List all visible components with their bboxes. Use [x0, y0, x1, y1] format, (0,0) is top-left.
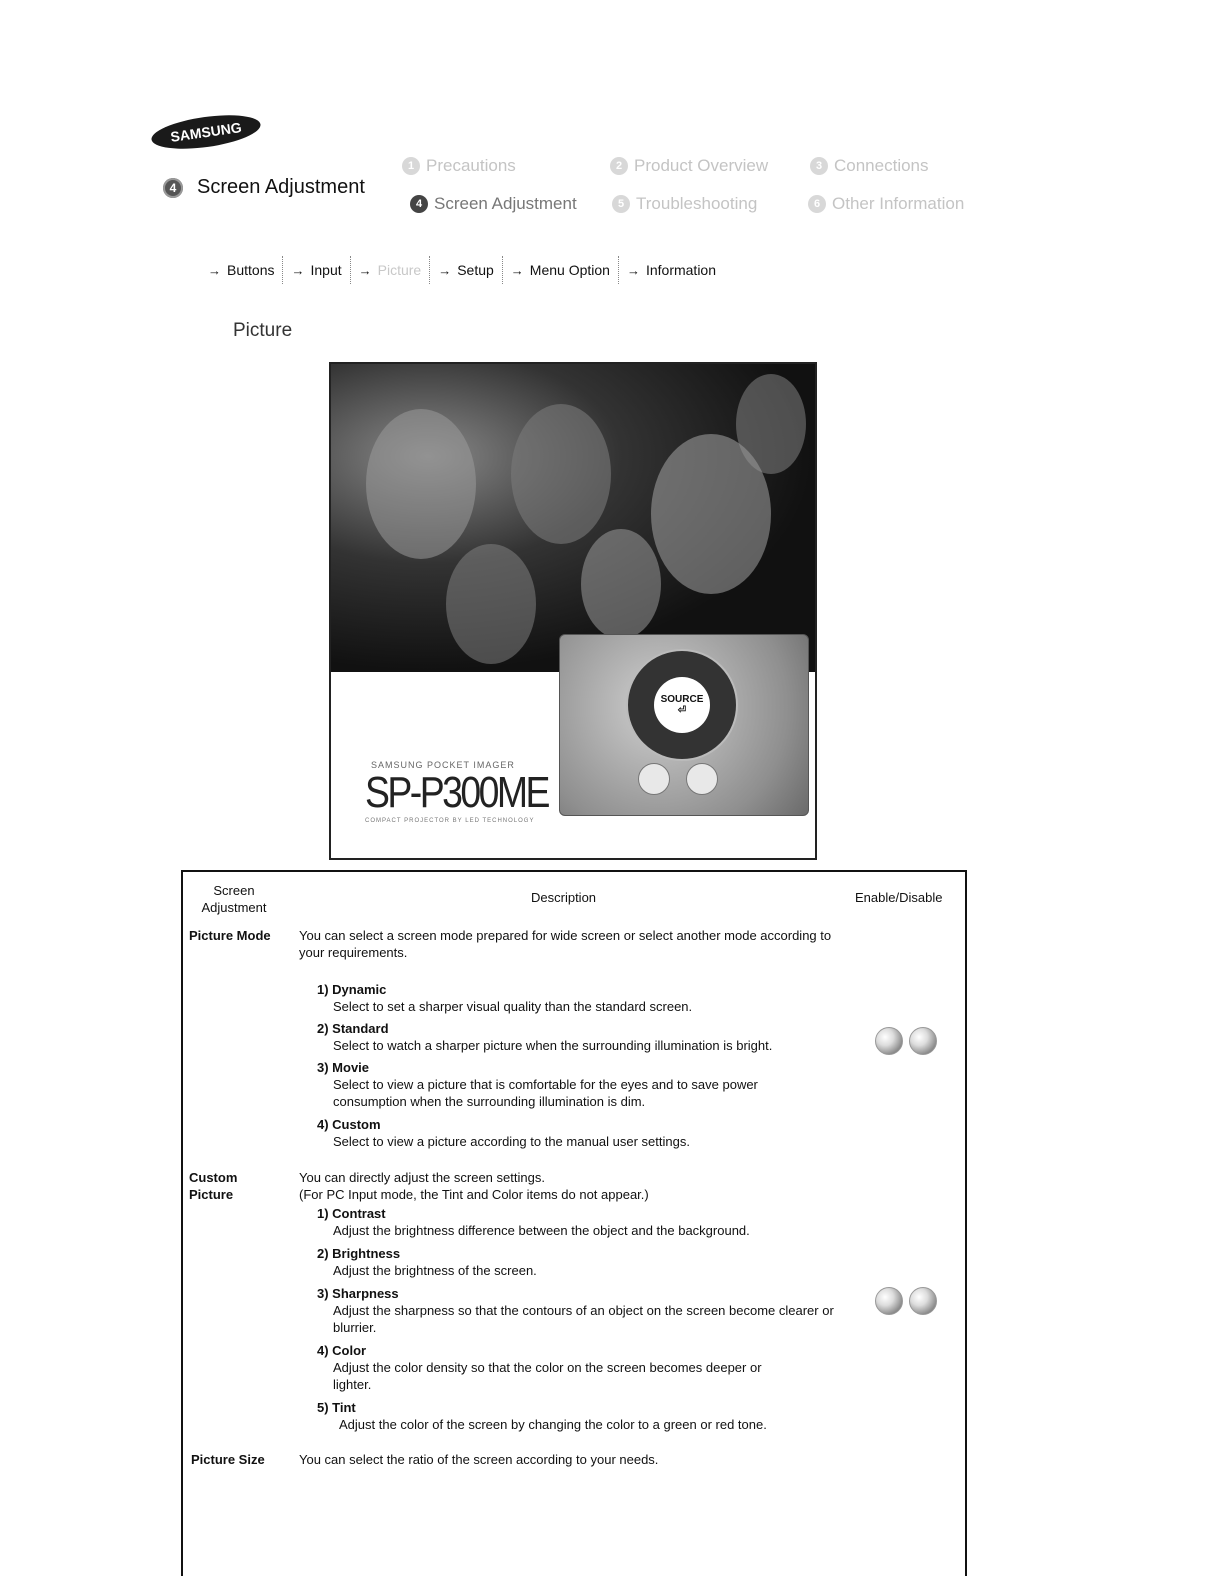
nav-screen-adjustment[interactable]: [410, 194, 577, 214]
option-desc: Adjust the color of the screen by changing the color to a green or red tone.: [339, 1417, 767, 1432]
row-label-picture-size: Picture Size: [191, 1452, 265, 1467]
picture-mode-intro: You can select a screen mode prepared for wide screen or select another mode according to your requirements.: [299, 928, 832, 960]
section-heading: [163, 176, 365, 199]
number-3-icon: 3: [810, 157, 828, 175]
subnav-setup[interactable]: [430, 256, 503, 284]
subnav-label: Setup: [457, 262, 494, 278]
remote-round-button: [638, 763, 670, 795]
remote-control: [559, 634, 809, 816]
tulips-illustration: [331, 364, 815, 672]
custom-picture-option: [317, 1342, 837, 1393]
nav-product-overview[interactable]: [610, 156, 768, 176]
svg-text:SAMSUNG: SAMSUNG: [169, 119, 243, 145]
option-desc: Select to watch a sharper picture when the surrounding illumination is bright.: [333, 1038, 773, 1053]
option-title: 1) Dynamic: [317, 982, 387, 997]
row-label-picture-mode: Picture Mode: [189, 928, 271, 943]
product-subtitle: SAMSUNG POCKET IMAGER: [371, 760, 515, 770]
nav-troubleshooting[interactable]: [612, 194, 757, 214]
subnav-label: Picture: [377, 262, 422, 278]
option-title: 2) Brightness: [317, 1246, 401, 1261]
number-4-icon: 4: [410, 195, 428, 213]
custom-picture-intro: [299, 1169, 839, 1203]
row-label-custom-picture: [189, 1169, 237, 1203]
picture-mode-option: [317, 1116, 837, 1150]
number-1-icon: 1: [402, 157, 420, 175]
option-title: 4) Color: [317, 1343, 367, 1358]
option-title: 5) Tint: [317, 1400, 356, 1415]
product-name: SP-P300ME: [365, 768, 548, 817]
picture-mode-option: [317, 1020, 837, 1054]
chapter-nav: [400, 150, 1000, 220]
picture-size-intro: You can select the ratio of the screen according to your needs.: [299, 1452, 659, 1467]
nav-label: Other Information: [832, 194, 965, 213]
source-button: [654, 677, 710, 733]
table-header: [183, 872, 965, 922]
intro-line: (For PC Input mode, the Tint and Color items do not appear.): [299, 1187, 649, 1202]
header-screen-adjustment: Screen Adjustment: [201, 883, 267, 915]
arrow-right-icon: →: [626, 262, 640, 278]
subnav-input[interactable]: [283, 256, 350, 284]
samsung-logo-shape: [150, 114, 262, 150]
custom-picture-toggles: [875, 1287, 937, 1315]
nav-precautions[interactable]: [402, 156, 516, 176]
product-tagline: COMPACT PROJECTOR BY LED TECHNOLOGY: [365, 818, 535, 824]
option-title: 2) Standard: [317, 1021, 389, 1036]
tulips-photo: [331, 364, 815, 672]
nav-other-information[interactable]: [808, 194, 964, 214]
intro-line: You can directly adjust the screen settings.: [299, 1170, 545, 1185]
custom-picture-option: [317, 1205, 837, 1239]
sub-nav: [200, 256, 724, 284]
product-image: [329, 362, 817, 860]
custom-picture-option: [317, 1399, 837, 1433]
nav-label: Connections: [834, 156, 929, 175]
subnav-buttons[interactable]: [200, 256, 283, 284]
subnav-label: Information: [645, 262, 717, 278]
nav-label: Product Overview: [634, 156, 769, 175]
option-desc: Select to view a picture according to the manual user settings.: [333, 1134, 690, 1149]
option-desc: Adjust the color density so that the color on the screen becomes deeper or lighter.: [333, 1360, 762, 1392]
header-enable-disable: Enable/Disable: [855, 890, 943, 905]
header-description: Description: [531, 890, 597, 905]
disable-icon[interactable]: [909, 1027, 937, 1055]
option-desc: Adjust the brightness difference between the object and the background.: [333, 1223, 750, 1238]
option-desc: Select to view a picture that is comfortable for the eyes and to save power consumption when the surrounding illumination is dim.: [333, 1077, 758, 1109]
subnav-picture[interactable]: [351, 256, 431, 284]
page-title: Picture: [233, 320, 293, 341]
arrow-right-icon: →: [438, 262, 452, 278]
custom-picture-option: [317, 1285, 837, 1336]
remote-round-button: [686, 763, 718, 795]
arrow-right-icon: →: [358, 262, 372, 278]
subnav-menu-option[interactable]: [503, 256, 619, 284]
number-5-icon: 5: [612, 195, 630, 213]
enable-icon[interactable]: [875, 1287, 903, 1315]
option-desc: Adjust the sharpness so that the contours of an object on the screen become clearer or blurrier.: [333, 1303, 834, 1335]
arrow-right-icon: →: [510, 262, 524, 278]
section-title: Screen Adjustment: [197, 176, 365, 198]
nav-label: Screen Adjustment: [434, 194, 577, 213]
custom-picture-option: [317, 1245, 837, 1279]
option-desc: Select to set a sharper visual quality than the standard screen.: [333, 999, 693, 1014]
enable-icon[interactable]: [875, 1027, 903, 1055]
disable-icon[interactable]: [909, 1287, 937, 1315]
option-title: 3) Movie: [317, 1060, 370, 1075]
samsung-logo: [150, 114, 262, 150]
number-2-icon: 2: [610, 157, 628, 175]
section-number-icon: 4: [163, 178, 183, 198]
subnav-label: Buttons: [227, 262, 275, 278]
picture-mode-option: [317, 981, 837, 1015]
arrow-right-icon: →: [291, 262, 305, 278]
subnav-label: Menu Option: [529, 262, 610, 278]
option-title: 1) Contrast: [317, 1206, 386, 1221]
option-title: 4) Custom: [317, 1117, 381, 1132]
picture-mode-toggles: [875, 1027, 937, 1055]
option-title: 3) Sharpness: [317, 1286, 399, 1301]
arrow-right-icon: →: [208, 262, 221, 278]
direction-pad: [626, 649, 738, 761]
subnav-information[interactable]: [619, 256, 724, 284]
input-icon: ⏎: [677, 705, 687, 716]
nav-connections[interactable]: [810, 156, 929, 176]
settings-table: [181, 870, 967, 1576]
nav-label: Troubleshooting: [636, 194, 758, 213]
source-label: SOURCE: [660, 694, 704, 705]
picture-mode-option: [317, 1059, 837, 1110]
subnav-label: Input: [310, 262, 342, 278]
label-line: Picture: [189, 1187, 234, 1202]
number-6-icon: 6: [808, 195, 826, 213]
nav-label: Precautions: [426, 156, 516, 175]
label-line: Custom: [189, 1170, 238, 1185]
option-desc: Adjust the brightness of the screen.: [333, 1263, 537, 1278]
